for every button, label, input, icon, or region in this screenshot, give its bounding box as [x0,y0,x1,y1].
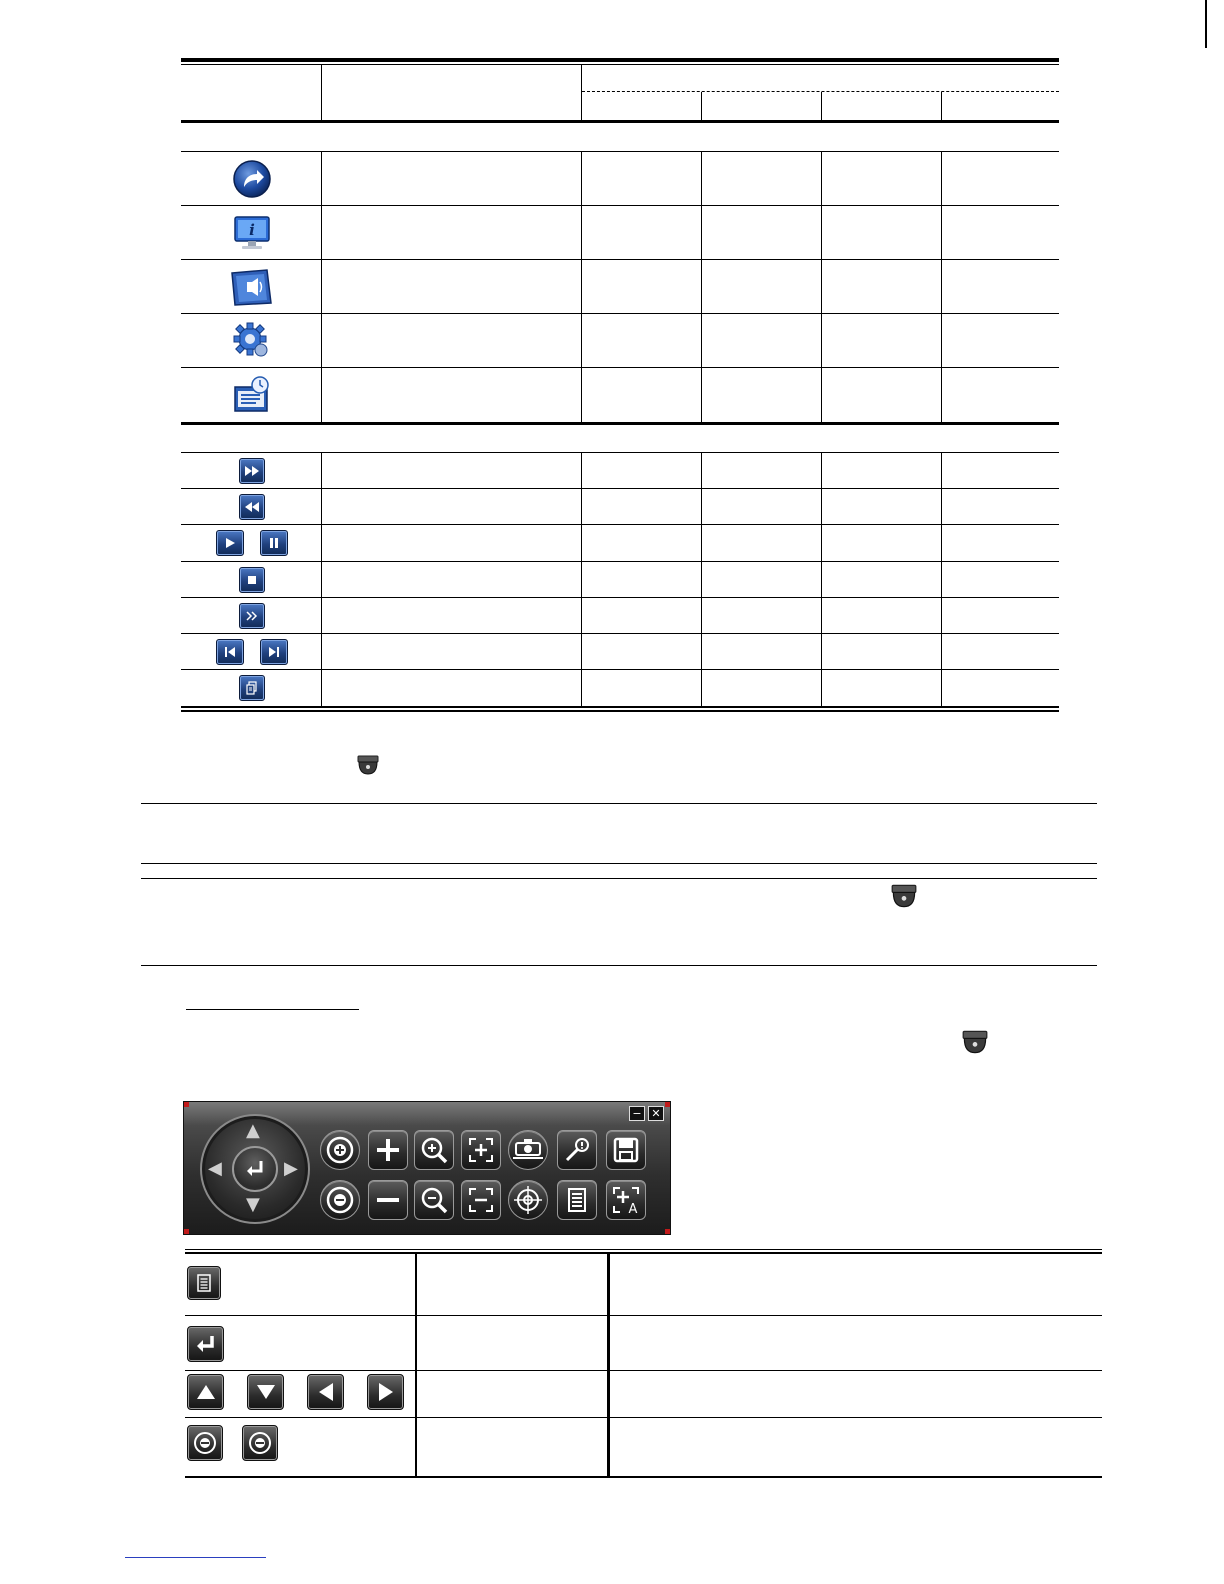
wrench-button[interactable] [557,1130,597,1170]
up-arrow-icon [187,1374,224,1410]
target-icon [513,1185,543,1215]
camera-button[interactable] [508,1130,548,1170]
plus-icon [375,1137,401,1163]
camera-icon [512,1137,544,1163]
minimize-button[interactable]: − [629,1106,645,1121]
note-rule-top [141,803,1097,804]
page-edge-rule [1205,0,1207,48]
section-heading-underline [186,1009,359,1010]
focus-far-button[interactable] [461,1180,501,1220]
up-arrow-icon[interactable]: ▲ [246,1120,260,1141]
dome-camera-icon [357,755,379,775]
previous-icon [216,639,244,665]
row-back [182,152,321,205]
auto-pan-off-button[interactable] [320,1180,360,1220]
note2-rule-top [141,878,1097,879]
svg-text:i: i [248,220,255,239]
focus-near-icon [467,1136,495,1164]
enter-button[interactable] [232,1146,278,1192]
close-button[interactable]: ✕ [648,1106,664,1121]
pause-icon [260,530,288,556]
auto-pan-off-icon [325,1185,355,1215]
right-arrow-icon[interactable]: ▶ [284,1158,298,1179]
left-arrow-icon [307,1374,344,1410]
note-rule-bottom [141,863,1097,864]
row-schedule [182,368,321,422]
enter-icon [187,1326,224,1362]
zoom-out-button[interactable] [414,1180,454,1220]
schedule-clock-icon [232,375,272,415]
save-button[interactable] [606,1130,646,1170]
zoom-out-icon [420,1186,448,1214]
wrench-icon [563,1136,591,1164]
plus-button[interactable] [368,1130,408,1170]
focus-near-button[interactable] [461,1130,501,1170]
auto-focus-icon [611,1185,641,1215]
footer-link-underline[interactable] [125,1557,266,1558]
dome-camera-icon [962,1030,988,1054]
row-settings [182,314,321,367]
enter-icon [244,1159,266,1179]
stop-icon [239,567,265,593]
fast-forward-icon [239,458,265,484]
speaker-folder-icon [229,267,275,307]
focus-far-icon [467,1186,495,1214]
copy-icon [239,675,265,701]
table-top-rule [181,58,1059,62]
auto-pan-off-icon [242,1425,278,1461]
row-slow [182,598,321,633]
row-fast-forward [182,453,321,488]
ptz-control-panel [183,1101,671,1235]
menu-button[interactable] [557,1180,597,1220]
right-arrow-icon [367,1374,404,1410]
row-audio [182,260,321,313]
auto-focus-letter: A [628,1202,638,1215]
back-arrow-icon [231,160,273,198]
auto-pan-icon [187,1425,223,1461]
gear-icon [232,321,272,361]
save-icon [612,1136,640,1164]
target-button[interactable] [508,1180,548,1220]
monitor-info-icon [232,214,272,252]
note2-rule-bottom [141,965,1097,966]
row-play-pause [182,525,321,561]
row-stop [182,562,321,597]
zoom-in-button[interactable] [414,1130,454,1170]
auto-focus-button[interactable] [606,1180,646,1220]
minus-icon [375,1187,401,1213]
down-arrow-icon [247,1374,284,1410]
menu-icon [187,1266,221,1300]
zoom-in-icon [420,1136,448,1164]
direction-pad[interactable] [200,1114,310,1224]
row-prev-next [182,634,321,669]
down-arrow-icon[interactable]: ▼ [246,1194,260,1215]
auto-pan-icon [325,1135,355,1165]
next-icon [260,639,288,665]
left-arrow-icon[interactable]: ◀ [208,1158,222,1179]
menu-icon [567,1187,587,1213]
minus-button[interactable] [368,1180,408,1220]
slow-play-icon [239,603,265,629]
rewind-icon [239,494,265,520]
row-rewind [182,489,321,524]
row-info [182,206,321,259]
play-icon [216,530,244,556]
auto-pan-button[interactable] [320,1130,360,1170]
row-copy [182,670,321,706]
dome-camera-icon [891,884,917,908]
